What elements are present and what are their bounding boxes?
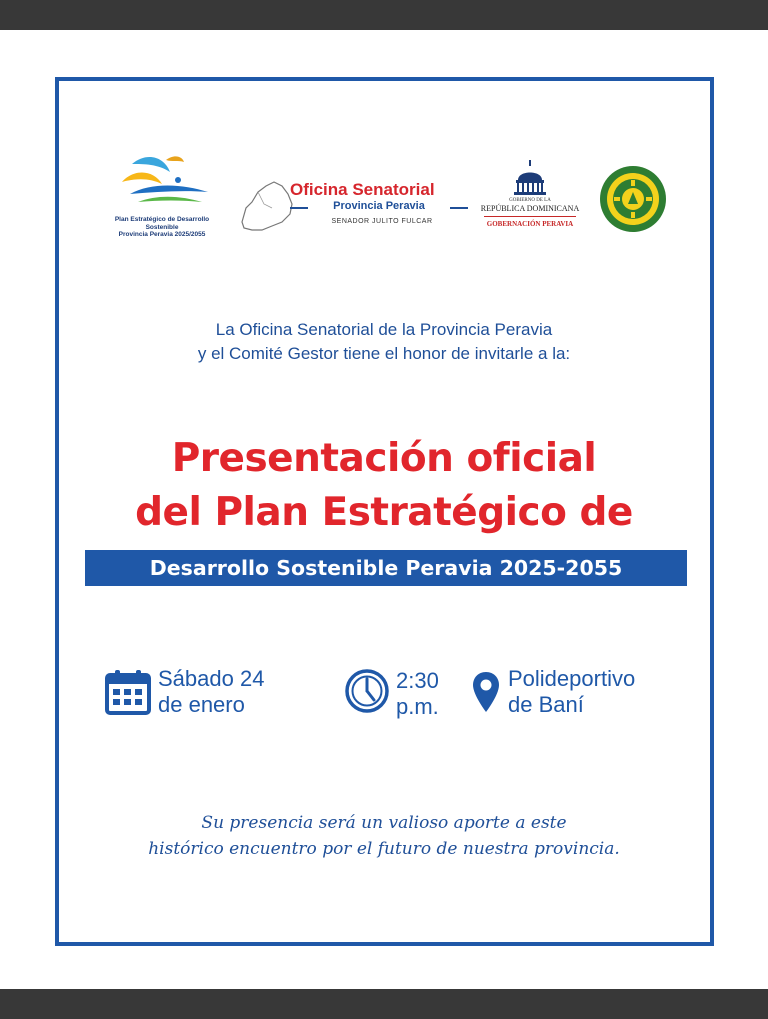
headline-band: Desarrollo Sostenible Peravia 2025-2055 — [85, 550, 687, 586]
intro-line: y el Comité Gestor tiene el honor de invitarle a la: — [197, 344, 571, 363]
gobierno-gobernacion: GOBERNACIÓN PERAVIA — [486, 220, 574, 228]
intro-line: La Oficina Senatorial de la Provincia Peravia — [215, 320, 553, 339]
gobierno-divider — [484, 216, 576, 217]
clock-icon — [344, 668, 390, 714]
plan-bird-emblem-icon — [112, 150, 212, 216]
headline-line: Presentación oficial — [171, 436, 597, 481]
bottom-dark-bar — [0, 989, 768, 1019]
comite-seal-icon — [598, 164, 668, 234]
headline — [60, 432, 708, 540]
plan-estrategico-logo — [100, 150, 224, 246]
calendar-icon — [104, 668, 152, 716]
oficina-senatorial-logo — [236, 178, 466, 238]
intro-text — [100, 318, 668, 366]
date-line: Sábado 24 — [158, 666, 265, 691]
gobierno-republica: REPÚBLICA DOMINICANA — [480, 204, 580, 213]
comite-seal-logo — [598, 164, 668, 234]
logos-row — [100, 150, 680, 250]
oficina-title: Oficina Senatorial — [290, 180, 435, 199]
place-line: de Baní — [508, 692, 584, 717]
date-line: de enero — [158, 692, 245, 717]
time-line: 2:30 — [396, 668, 439, 693]
oficina-subtitle: Provincia Peravia — [298, 200, 460, 212]
peravia-map-icon — [236, 178, 296, 234]
place-line: Polideportivo — [508, 666, 636, 691]
plan-caption-line: Plan Estratégico de Desarrollo Sostenible — [114, 216, 210, 231]
oficina-senator: SENADOR JULITO FULCAR — [331, 218, 433, 225]
headline-line: del Plan Estratégico de — [135, 490, 633, 535]
top-dark-bar — [0, 0, 768, 30]
closing-line: histórico encuentro por el futuro de nuestra provincia. — [148, 839, 620, 859]
gobierno-small-text: GOBIERNO DE LA — [509, 198, 551, 203]
location-pin-icon — [472, 670, 500, 714]
closing-line: Su presencia será un valioso aporte a este — [201, 813, 567, 833]
plan-logo-caption — [100, 216, 224, 239]
plan-caption-line: Provincia Peravia 2025/2055 — [118, 231, 206, 238]
gobierno-logo — [480, 160, 580, 240]
closing-text — [100, 810, 668, 862]
time-line: p.m. — [396, 694, 439, 719]
palacio-dome-icon — [508, 160, 552, 196]
